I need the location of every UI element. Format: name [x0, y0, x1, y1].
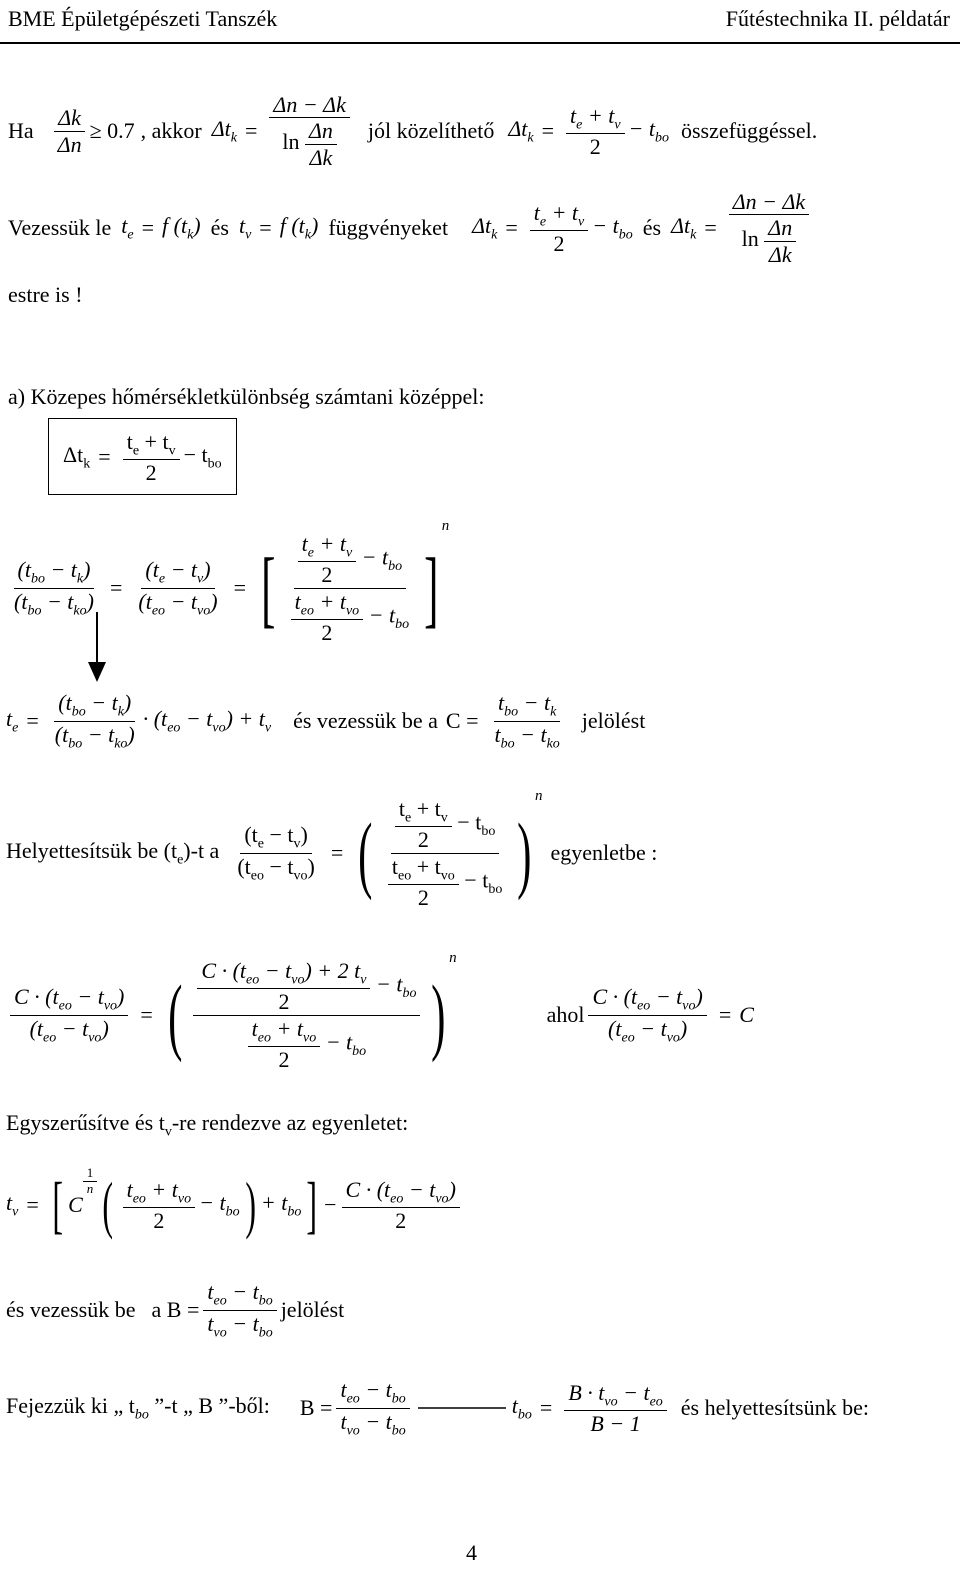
exp-n: n [86, 1180, 94, 1196]
section-a-heading: a) Közepes hőmérsékletkülönbség számtani középpel: [8, 384, 485, 409]
helyettesites-line: Helyettesítsük be $(t_e)-t$ a $\frac{(t_e - t_v)}{(t_{eo} - t_{vo})}$ = ( $\frac{t_e + t_v}{2}$ − $t_{bo}$ $\frac{t_{eo} + t_{vo}}{2}$ − $t_{bo}$ ) n egyenletbe : [6, 788, 658, 910]
egyenletbe-text: egyenletbe : [550, 840, 658, 865]
ha-text: Ha [8, 118, 34, 143]
fejezz-pre: Fejezzük ki „ t [6, 1392, 135, 1418]
a-b-text: a B = [151, 1297, 200, 1322]
c-equation: $\frac{C \cdot (t_{eo} - t_{vo})}{(t_{eo} - t_{vo})}$ = ( $\frac{C \cdot (t_{eo} - t_{vo}) + 2 t_v}{2}$ − $t_{bo}$ $\frac{t_{eo} + t_{vo}}{2}$ − $t_{bo}$ ) n ahol $\frac{C \cdot (t_{eo} - t_{vo})}{(t_{eo} - t_{vo})}$ = C [6, 950, 754, 1080]
condition-line: Ha $\frac{\Delta k}{\Delta n}$ ≥ 0.7 , akkor $\Delta t_k$ = Δn − Δk ln $\frac{\Delta n}{\Delta k}$ jól közelíthető $\Delta t_k$ = $\frac{t_e + t_v}{2}$ − $t_{bo}$ összefüggéssel. [8, 92, 818, 170]
fejezz-mid: ”-t „ B ”-ből: [148, 1392, 270, 1418]
arith-mean-fraction: $\frac{t_e + t_v}{2}$ [566, 103, 625, 160]
header-rule [0, 42, 960, 44]
vezessuk-be-text: és vezessük be a [293, 708, 438, 733]
ahol-text: ahol [546, 1002, 585, 1027]
delta-tk-2: $\Delta t_k$ [508, 115, 534, 146]
te-equation: $t_e$ = $\frac{(t_{bo} - t_k)}{(t_{bo} - t_{ko})}$ · $(t_{eo} - t_{vo}) + t_v$ és vezessük be a C = $\frac{t_{bo} - t_k}{t_{bo} - t_{ko}}$ jelölést [6, 690, 646, 751]
helyett-sub: e [177, 852, 184, 868]
helyett-post: )-t a [183, 837, 220, 863]
ratio-dk-dn: $\frac{\Delta k}{\Delta n}$ [54, 105, 86, 157]
ratio-equation: $\frac{(t_{bo} - t_k)}{(t_{bo} - t_{ko})}$ = $\frac{(t_e - t_v)}{(t_{eo} - t_{vo})}$ = [ $\frac{t_e + t_v}{2}$ − $t_{bo}$ $\frac{t_{eo} + t_{vo}}{2}$ − $t_{bo}$ ] n [14, 518, 450, 645]
exponent-n-3: n [449, 950, 457, 966]
es-text-2: és [642, 215, 662, 240]
vezessuk-text: Vezessük le [8, 215, 112, 240]
es-text: és [210, 215, 229, 240]
b-equals: B = [299, 1395, 333, 1420]
header-right: Fűtéstechnika II. példatár [725, 6, 950, 31]
tv-equation: $t_v$ = [ C $\frac{1}{n}$ ( $\frac{t_{eo} + t_{vo}}{2}$ − $t_{bo}$ ) + $t_{bo}$ ] − $\frac{C \cdot (t_{eo} - t_{vo})}{2}$ [6, 1160, 464, 1250]
b-definition: és vezessük be a B = $\frac{t_{eo} - t_{bo}}{t_{vo} - t_{bo}}$ jelölést [6, 1279, 345, 1340]
page-number: 4 [466, 1540, 477, 1565]
log-mean-fraction: Δn − Δk ln $\frac{\Delta n}{\Delta k}$ [269, 92, 349, 170]
osszefugges-text: összefüggéssel. [681, 118, 818, 143]
estre-text: estre is ! [8, 282, 83, 307]
fejezz-sub: bo [134, 1407, 149, 1423]
boxed-equation: $\Delta t_k$ = $\frac{t_e + t_v}{2}$ − $t_{bo}$ [48, 418, 237, 495]
helyett-pre: Helyettesítsük be (t [6, 837, 178, 863]
vezessuk-line: Vezessük le $t_e$ = f $(t_k)$ és $t_v$ = f $(t_k)$ függvényeket $\Delta t_k$ = $\frac{t_e + t_v}{2}$ − $t_{bo}$ és $\Delta t_k$ = Δn − Δk ln $\frac{\Delta n}{\Delta k}$ [8, 178, 813, 278]
header-left: BME Épületgépészeti Tanszék [8, 6, 278, 31]
egyszerusitve-line [6, 1110, 408, 1140]
exp-one: 1 [83, 1166, 98, 1182]
fuggvenyeket-text: függvényeket [328, 215, 449, 240]
condition-value: ≥ 0.7 [89, 118, 135, 143]
exponent-n: n [441, 518, 450, 534]
egysz-post: -re rendezve az egyenletet: [171, 1110, 409, 1135]
delta-tk: $\Delta t_k$ [211, 115, 237, 146]
right-arrow-icon [418, 1398, 508, 1418]
jelolest-text: jelölést [581, 708, 646, 733]
akkor-text: , akkor [140, 118, 202, 143]
helyettesitsunk-text: és helyettesítsünk be: [680, 1395, 869, 1420]
jelolest-text-2: jelölést [280, 1297, 345, 1322]
es-vezessuk-text: és vezessük be [6, 1297, 136, 1322]
egysz-pre: Egyszerűsítve és t [6, 1110, 165, 1135]
egysz-sub: v [164, 1124, 172, 1140]
fejezzuk-line: Fejezzük ki „ $t_{bo}$ ”-t „ B ”-ből: B = $\frac{t_{eo} - t_{bo}}{t_{vo} - t_{bo}}$ $t_{bo}$ = $\frac{B \cdot t_{vo} - t_{eo}}{B - 1}$ és helyettesítsünk be: [6, 1377, 869, 1438]
down-arrow-icon [86, 612, 108, 684]
jol-text: jól közelíthető [367, 118, 495, 143]
exponent-n-2: n [534, 788, 543, 804]
